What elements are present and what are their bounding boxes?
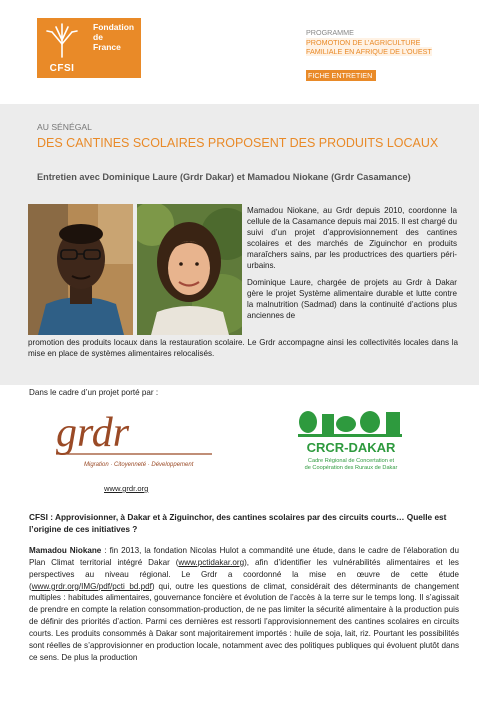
grdr-tagline: Migration · Citoyenneté · Développement (84, 462, 194, 468)
intro-paragraph-2-continued: promotion des produits locaux dans la restauration scolaire. Le Grdr accompagne ainsi les collectivités locales dans la mise en place de systèmes alimentaires relocalisés. (28, 338, 458, 359)
programme-block (306, 28, 456, 57)
grdr-logo (52, 408, 217, 473)
cfsi-fondation-logo (37, 18, 141, 78)
study-pdf-link[interactable]: www.grdr.org/IMG/pdf/pcti_bd.pdf (31, 581, 152, 591)
tree-icon (43, 22, 81, 58)
cfsi-logo-text: CFSI (49, 63, 75, 74)
page-header (0, 0, 479, 104)
fiche-badge: FICHE ENTRETIEN (306, 70, 376, 81)
crcr-dakar-logo (294, 404, 409, 476)
photo-mamadou-niokane (28, 204, 133, 335)
grdr-website-link[interactable]: www.grdr.org (104, 484, 149, 493)
interview-question: CFSI : Approvisionner, à Dakar et à Ziguinchor, des cantines scolaires par des circuits courts… Quelle est l’origine de ces initiatives ? (29, 512, 447, 534)
programme-title: PROMOTION DE L’AGRICULTURE FAMILIALE EN AFRIQUE DE L’OUEST (306, 37, 432, 56)
logo-fondation-line3: France (93, 42, 121, 52)
article-title: DES CANTINES SCOLAIRES PROPOSENT DES PRODUITS LOCAUX (37, 136, 439, 150)
interview-answer (29, 545, 459, 663)
fondation-de-france-logo (87, 18, 141, 78)
answer-part-3: ) qui, outre les questions de climat, considérait des déterminants de changement multiples : habitudes alimentaires, gouvernance foncière et évolution de l’accès à la terre sur le temps long. Il s’agissait de prendre en compte la relation consommation-production, de ne pas limiter la sécurité alimentaire à la production puis de définir des priorités d’action. Parmi ces dernières est ressorti l’approvisionnement des cantines scolaires en circuits courts. Les produits consommés à Dakar sont majoritairement importés : huile de soja, lait, riz. Pourtant les possibilités sont réelles de s’approvisionner en production locale, notamment avec des politiques publiques qui évoluent plutôt dans ce sens. De plus la production (29, 581, 459, 662)
programme-label: PROGRAMME (306, 28, 354, 37)
crcr-line1: Cadre Régional de Concertation et (307, 458, 395, 464)
pctidakar-link[interactable]: www.pctidakar.org (178, 557, 245, 567)
intro-text (247, 205, 457, 321)
country-label: AU SÉNÉGAL (37, 122, 92, 132)
intro-paragraph-1: Mamadou Niokane, au Grdr depuis 2010, coordonne la cellule de la Casamance depuis mai 2015. Il est chargé du suivi d’un projet d’approvisionnement des cantines scolaires et des marchés de Ziguinchor en produits maraîchers sains, par les productrices des quartiers péri-urbains. (247, 206, 457, 271)
answer-part-2: ), afin d’identifier les vulnérabilités alimentaires et les perspectives au niveau régional. Le Grdr a coordonné la mise en œuvre de cette étude ( (29, 557, 459, 591)
grdr-logo-text: grdr (56, 410, 130, 456)
cfsi-logo (37, 18, 87, 78)
logo-fondation-line2: de (93, 32, 103, 42)
answer-speaker: Mamadou Niokane (29, 546, 102, 555)
crcr-line2: de Coopération des Ruraux de Dakar (304, 465, 398, 471)
partners-intro: Dans le cadre d’un projet porté par : (29, 388, 159, 397)
answer-part-1: : fin 2013, la fondation Nicolas Hulot a commandité une étude, dans le cadre de l’élaboration du Plan Climat territorial intégré Dakar ( (29, 546, 459, 567)
crcr-name: CRCR-DAKAR (306, 440, 396, 455)
intro-paragraph-2: Dominique Laure, chargée de projets au Grdr à Dakar gère le projet Système alimentaire durable et lutte contre la malnutrition (Sadmad) dans la continuité d’actions plus anciennes de (247, 277, 457, 320)
article-subtitle: Entretien avec Dominique Laure (Grdr Dakar) et Mamadou Niokane (Grdr Casamance) (37, 172, 411, 182)
photo-dominique-laure (137, 204, 242, 335)
logo-fondation-line1: Fondation (93, 22, 135, 32)
